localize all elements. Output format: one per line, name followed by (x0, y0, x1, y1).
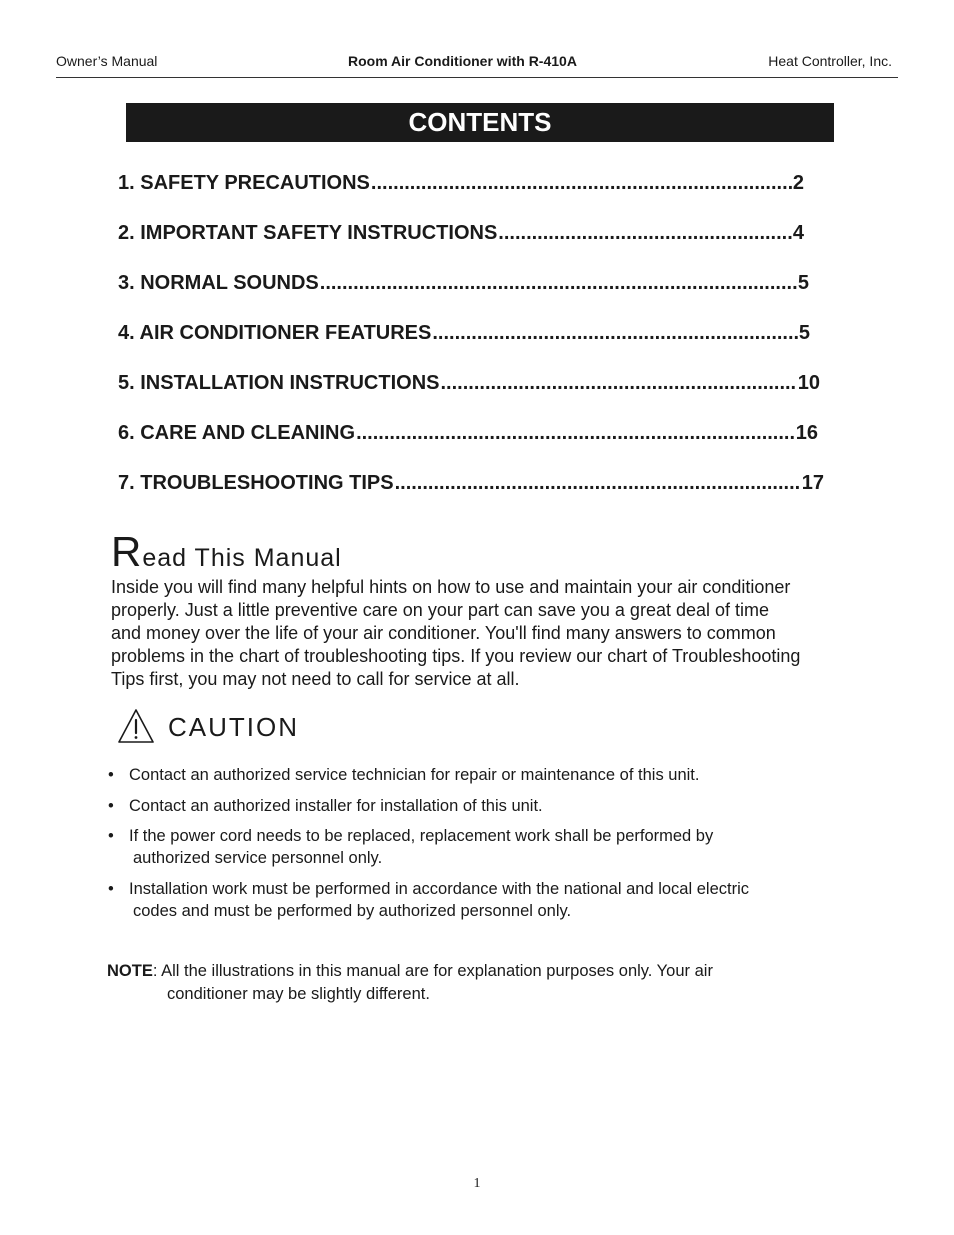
toc-entry[interactable] (118, 422, 818, 448)
toc-entry-title: 6. CARE AND CLEANING (118, 422, 356, 444)
paragraph-line: problems in the chart of troubleshooting tips. If you review our chart of Troubleshooting (111, 646, 801, 666)
toc-leader-dots (498, 222, 792, 245)
note-label: NOTE (107, 962, 153, 980)
bullet-line: Contact an authorized service technician for repair or maintenance of this unit. (129, 766, 700, 784)
paragraph-line: and money over the life of your air conditioner. You'll find many answers to common (111, 623, 776, 643)
toc-leader-dots (440, 372, 796, 395)
read-manual-heading (111, 528, 342, 576)
bullet-line: Installation work must be performed in accordance with the national and local electric (129, 880, 749, 898)
toc-entry[interactable] (118, 222, 804, 248)
warning-triangle-icon (117, 708, 155, 744)
bullet-icon: • (108, 880, 114, 898)
read-manual-heading-rest: ead This Manual (142, 544, 342, 572)
toc-entry-page: 4 (792, 222, 804, 244)
note-text-continued: conditioner may be slightly different. (167, 985, 430, 1003)
paragraph-line: Tips first, you may not need to call for service at all. (111, 669, 520, 689)
note-text: : All the illustrations in this manual are for explanation purposes only. Your air (152, 962, 713, 980)
bullet-line: codes and must be performed by authorized personnel only. (133, 902, 572, 920)
note-block (107, 960, 827, 1006)
toc-entry-title: 5. INSTALLATION INSTRUCTIONS (118, 372, 440, 394)
page-header (56, 53, 898, 78)
read-manual-heading-initial: R (111, 528, 143, 575)
bullet-text (129, 825, 859, 869)
bullet-line: authorized service personnel only. (133, 849, 383, 867)
paragraph-line: Inside you will find many helpful hints on how to use and maintain your air conditioner (111, 577, 791, 597)
toc-entry[interactable] (118, 472, 824, 498)
bullet-icon: • (108, 797, 114, 815)
toc-entry-title: 3. NORMAL SOUNDS (118, 272, 319, 294)
toc-entry-title: 4. AIR CONDITIONER FEATURES (118, 322, 432, 344)
toc-leader-dots (432, 322, 798, 345)
toc-entry-page: 16 (795, 422, 818, 444)
bullet-text (129, 795, 859, 817)
toc-entry-page: 2 (792, 172, 804, 194)
toc-leader-dots (371, 172, 792, 195)
toc-entry[interactable] (118, 172, 804, 198)
bullet-text (129, 878, 859, 922)
toc-leader-dots (356, 422, 795, 445)
header-company: Heat Controller, Inc. (768, 53, 892, 69)
toc-entry-title: 2. IMPORTANT SAFETY INSTRUCTIONS (118, 222, 498, 244)
page-number: 1 (473, 1176, 481, 1191)
toc-entry-page: 10 (797, 372, 820, 394)
toc-entry-page: 5 (797, 272, 809, 294)
paragraph-line: properly. Just a little preventive care on your part can save you a great deal of time (111, 600, 770, 620)
header-manual-type: Owner’s Manual (56, 53, 158, 69)
toc-entry-title: 1. SAFETY PRECAUTIONS (118, 172, 370, 194)
bullet-icon: • (108, 766, 114, 784)
header-product-name: Room Air Conditioner with R-410A (348, 53, 577, 69)
toc-entry[interactable] (118, 322, 810, 348)
bullet-line: If the power cord needs to be replaced, replacement work shall be performed by (129, 827, 714, 845)
toc-entry[interactable] (118, 272, 809, 298)
toc-entry-title: 7. TROUBLESHOOTING TIPS (118, 472, 394, 494)
toc-leader-dots (395, 472, 801, 495)
toc-entry-page: 5 (798, 322, 810, 344)
bullet-text (129, 764, 859, 786)
bullet-icon: • (108, 827, 114, 845)
toc-leader-dots (320, 272, 797, 295)
caution-heading: CAUTION (168, 712, 299, 742)
contents-title: CONTENTS (126, 103, 834, 142)
toc-entry[interactable] (118, 372, 820, 398)
toc-entry-page: 17 (801, 472, 824, 494)
read-manual-paragraph (111, 576, 881, 691)
bullet-line: Contact an authorized installer for installation of this unit. (129, 797, 543, 815)
